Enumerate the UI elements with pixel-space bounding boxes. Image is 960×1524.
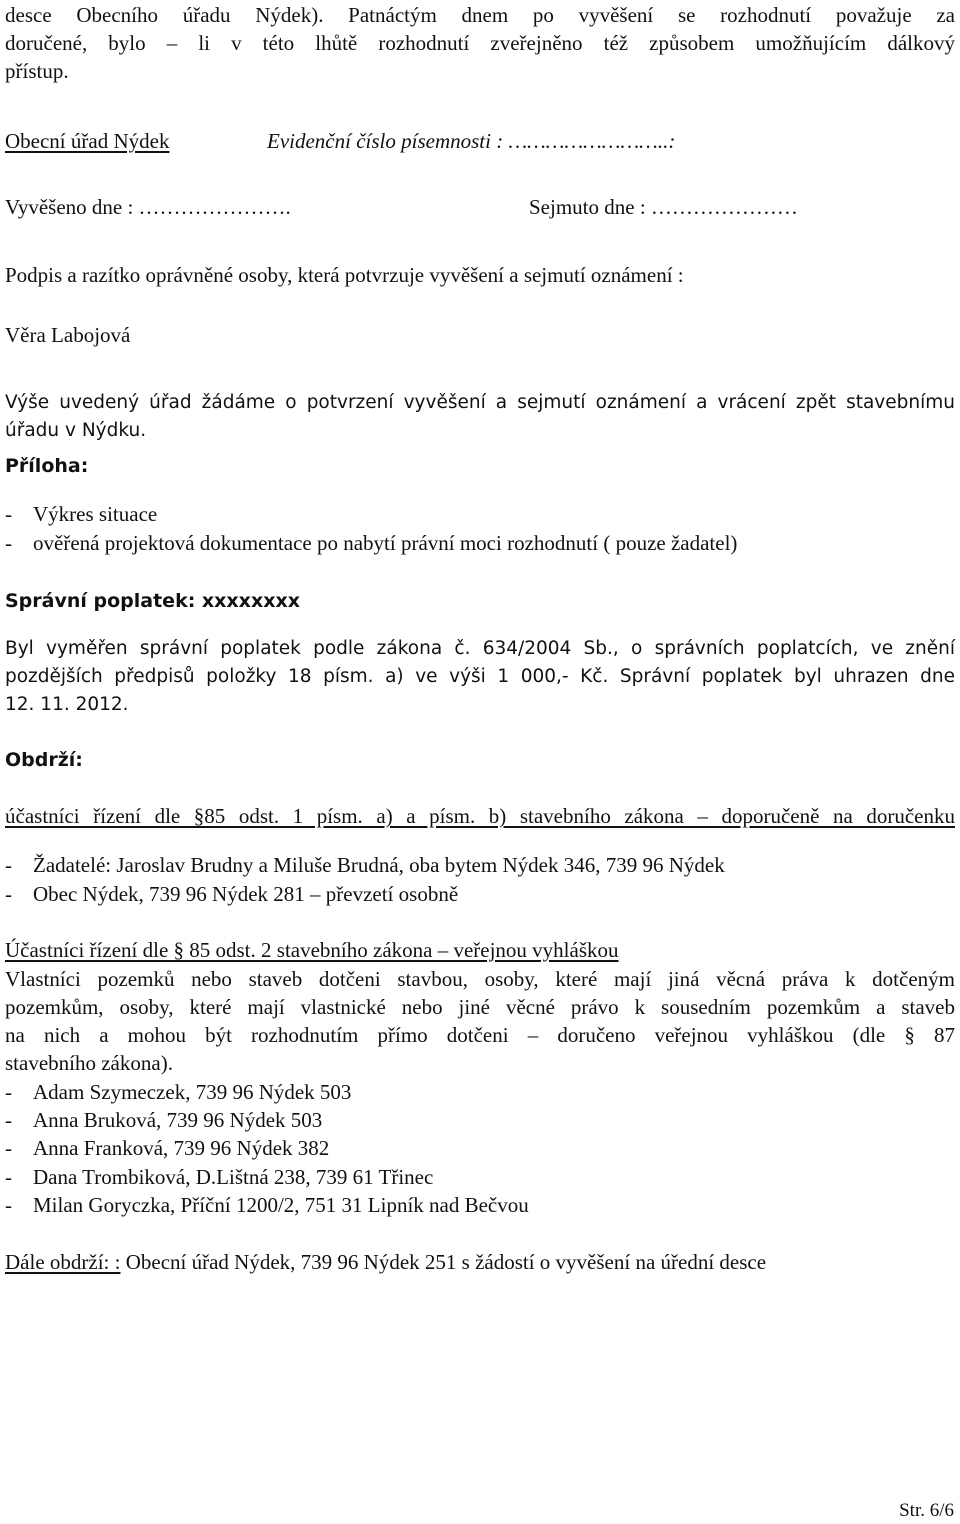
intro-line-3: přístup.: [5, 59, 69, 83]
group2-text-line-4: stavebního zákona).: [5, 1051, 173, 1075]
fee-heading: Správní poplatek: xxxxxxxx: [5, 590, 300, 612]
group1-item: - Žadatelé: Jaroslav Brudny a Miluše Brudná, oba bytem Nýdek 346, 739 96 Nýdek: [5, 853, 725, 877]
group2-text-line-2: pozemkům, osoby, které mají vlastnické nebo jiné věcné právo k sousedním pozemkům a staveb: [5, 995, 955, 1019]
request-line-2: úřadu v Nýdku.: [5, 420, 147, 441]
group2-text-line-3: na nich a mohou být rozhodnutím přímo dotčeni – doručeno veřejnou vyhláškou (dle § 87: [5, 1023, 955, 1047]
group2-title: Účastníci řízení dle § 85 odst. 2 stavebního zákona – veřejnou vyhláškou: [5, 938, 619, 962]
intro-line-2: doručené, bylo – li v této lhůtě rozhodnutí zveřejněno též způsobem umožňujícím dálkový: [5, 31, 955, 55]
evidence-number-label: Evidenční číslo písemnosti : ……………………..:: [267, 129, 676, 153]
group1-title: účastníci řízení dle §85 odst. 1 písm. a) a písm. b) stavebního zákona – doporučeně na doručenku: [5, 804, 955, 828]
evidence-row: [5, 128, 675, 154]
intro-line-1: desce Obecního úřadu Nýdek). Patnáctým dnem po vyvěšení se rozhodnutí považuje za: [5, 3, 955, 27]
attachment-item: - Výkres situace: [5, 502, 158, 526]
group2-item: - Anna Franková, 739 96 Nýdek 382: [5, 1136, 330, 1160]
group2-text-line-1: Vlastníci pozemků nebo staveb dotčeni stavbou, osoby, které mají jiná věcná práva k dotčeným: [5, 967, 955, 991]
page-number: Str. 6/6: [899, 1500, 954, 1521]
recipients-heading: Obdrží:: [5, 749, 83, 771]
signatory-name: Věra Labojová: [5, 323, 131, 347]
fee-line-3: 12. 11. 2012.: [5, 694, 129, 715]
group2-item: - Anna Bruková, 739 96 Nýdek 503: [5, 1108, 323, 1132]
office-name: Obecní úřad Nýdek: [5, 129, 170, 153]
group2-item: - Milan Goryczka, Příční 1200/2, 751 31 Lipník nad Bečvou: [5, 1193, 529, 1217]
further-recipients: [5, 1249, 766, 1275]
fee-line-1: Byl vyměřen správní poplatek podle zákona č. 634/2004 Sb., o správních poplatcích, ve znění: [5, 638, 955, 659]
group2-item: - Dana Trombiková, D.Lištná 238, 739 61 Třinec: [5, 1165, 434, 1189]
posting-row: [5, 194, 798, 220]
further-label: Dále obdrží: :: [5, 1250, 121, 1274]
fee-line-2: pozdějších předpisů položky 18 písm. a) ve výši 1 000,- Kč. Správní poplatek byl uhrazen dne: [5, 666, 955, 687]
posted-date-label: Vyvěšeno dne : ………………….: [5, 195, 291, 219]
request-line-1: Výše uvedený úřad žádáme o potvrzení vyvěšení a sejmutí oznámení a vrácení zpět stavebnímu: [5, 392, 955, 413]
group2-item: - Adam Szymeczek, 739 96 Nýdek 503: [5, 1080, 352, 1104]
group1-item: - Obec Nýdek, 739 96 Nýdek 281 – převzetí osobně: [5, 882, 459, 906]
signature-prompt: Podpis a razítko oprávněné osoby, která potvrzuje vyvěšení a sejmutí oznámení :: [5, 263, 684, 287]
further-text: Obecní úřad Nýdek, 739 96 Nýdek 251 s žádostí o vyvěšení na úřední desce: [125, 1250, 767, 1274]
attachments-heading: Příloha:: [5, 455, 89, 477]
attachment-item: - ověřená projektová dokumentace po nabytí právní moci rozhodnutí ( pouze žadatel): [5, 531, 738, 555]
removed-date-label: Sejmuto dne : …………………: [529, 195, 798, 219]
